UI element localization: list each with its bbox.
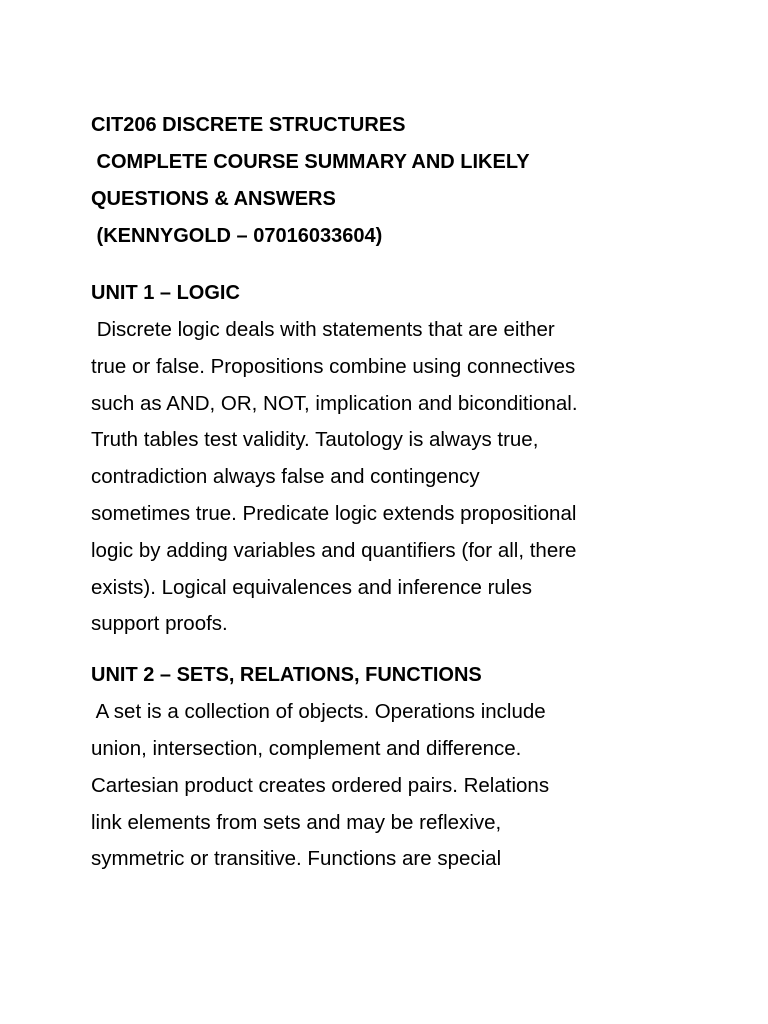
course-subtitle-line-2: QUESTIONS & ANSWERS [91, 188, 336, 210]
author-contact: (KENNYGOLD – 07016033604) [91, 225, 383, 247]
document-header [91, 107, 691, 255]
unit-1-text-line: contradiction always false and contingency [91, 465, 480, 489]
unit-1-text-line: Discrete logic deals with statements that are either [91, 318, 555, 341]
spacer [91, 643, 691, 657]
unit-1-text-line: Truth tables test validity. Tautology is always true, [91, 428, 539, 452]
unit-1-text-line: such as AND, OR, NOT, implication and biconditional. [91, 391, 578, 415]
spacer [91, 255, 691, 275]
unit-2-text-line: symmetric or transitive. Functions are special [91, 847, 502, 871]
course-subtitle-line-1: COMPLETE COURSE SUMMARY AND LIKELY [91, 151, 530, 173]
unit-2-text-line: union, intersection, complement and difference. [91, 736, 522, 760]
unit-2-text-line: A set is a collection of objects. Operations include [91, 700, 546, 724]
unit-2-section [91, 657, 691, 878]
unit-2-text-line: link elements from sets and may be reflexive, [91, 810, 502, 834]
course-title: CIT206 DISCRETE STRUCTURES [91, 114, 406, 136]
unit-1-text-line: logic by adding variables and quantifiers (for all, there [91, 538, 577, 562]
unit-1-text-line: true or false. Propositions combine using connectives [91, 354, 576, 378]
unit-1-text-line: exists). Logical equivalences and inference rules [91, 575, 533, 599]
unit-1-text-line: sometimes true. Predicate logic extends propositional [91, 501, 577, 525]
unit-1-section [91, 275, 691, 643]
unit-1-heading: UNIT 1 – LOGIC [91, 282, 240, 304]
unit-2-text-line: Cartesian product creates ordered pairs. Relations [91, 773, 550, 797]
unit-1-text-line: support proofs. [91, 612, 228, 636]
unit-2-heading: UNIT 2 – SETS, RELATIONS, FUNCTIONS [91, 664, 482, 687]
document-content [91, 107, 691, 878]
